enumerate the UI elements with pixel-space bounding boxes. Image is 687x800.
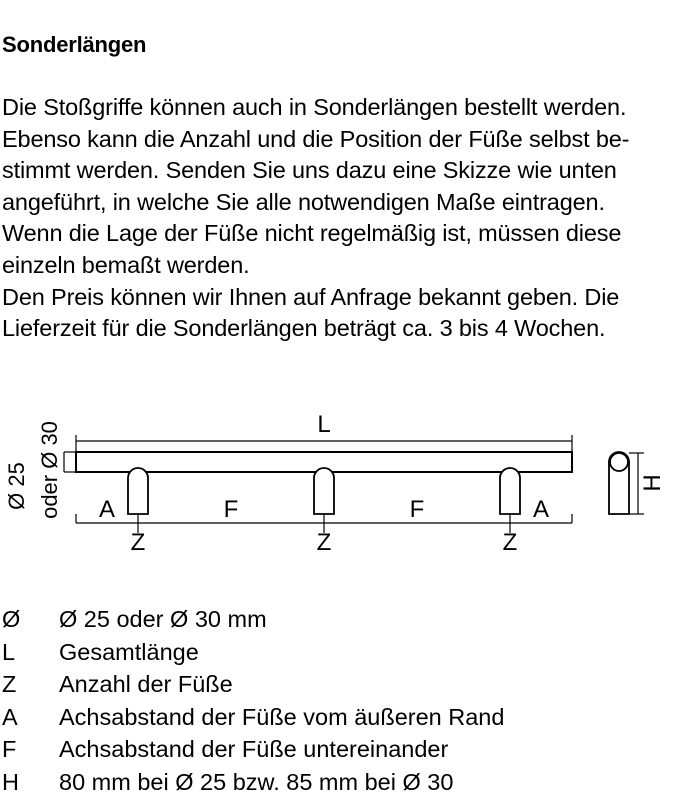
handle-dimension-diagram bbox=[0, 390, 687, 565]
legend-symbol: F bbox=[2, 736, 17, 762]
paragraph-line: einzeln bemaßt werden. bbox=[2, 251, 250, 278]
spacing-label-a-left: A bbox=[98, 496, 116, 523]
paragraph-line: Ebenso kann die Anzahl und die Position der Füße selbst be- bbox=[2, 125, 630, 152]
side-view bbox=[609, 452, 629, 514]
diameter-label-alt: oder Ø 30 bbox=[37, 421, 62, 519]
legend-text: Gesamtlänge bbox=[59, 638, 199, 665]
paragraph-line: Den Preis können wir Ihnen auf Anfrage bekannt geben. Die bbox=[2, 283, 620, 310]
legend-text: Achsabstand der Füße vom äußeren Rand bbox=[59, 703, 505, 730]
legend-text: Ø 25 oder Ø 30 mm bbox=[59, 606, 267, 632]
legend-symbol: Ø bbox=[2, 606, 21, 632]
legend-text: Anzahl der Füße bbox=[59, 671, 233, 697]
paragraph-line: Die Stoßgriffe können auch in Sonderlängen bestellt werden. bbox=[2, 94, 627, 120]
handle-feet bbox=[128, 468, 520, 514]
legend-symbol: Z bbox=[2, 671, 17, 697]
length-label: L bbox=[317, 411, 331, 438]
paragraph-line: angeführt, in welche Sie alle notwendigen Maße eintragen. bbox=[2, 188, 605, 215]
legend-text: Achsabstand der Füße untereinander bbox=[59, 736, 449, 762]
paragraph-line: Wenn die Lage der Füße nicht regelmäßig ist, müssen diese bbox=[2, 220, 622, 247]
legend-symbol: L bbox=[2, 638, 16, 665]
foot-label: Z bbox=[316, 529, 332, 556]
foot-right bbox=[500, 468, 520, 514]
paragraph-line: stimmt werden. Senden Sie uns dazu eine Skizze wie unten bbox=[2, 157, 617, 184]
foot-label: Z bbox=[130, 529, 146, 556]
foot-middle bbox=[314, 468, 334, 514]
spacing-label-f-right: F bbox=[409, 496, 425, 523]
paragraph-line: Lieferzeit für die Sonderlängen beträgt ca. 3 bis 4 Wochen. bbox=[2, 315, 606, 342]
spacing-label-f-left: F bbox=[223, 496, 239, 523]
legend-symbol: H bbox=[2, 768, 19, 795]
height-label: H bbox=[639, 474, 666, 492]
foot-label: Z bbox=[502, 529, 518, 556]
legend-symbol: A bbox=[2, 703, 18, 730]
spacing-label-a-right: A bbox=[532, 496, 550, 523]
diameter-bracket bbox=[64, 452, 76, 472]
diameter-label: Ø 25 bbox=[4, 462, 29, 510]
section-heading: Sonderlängen bbox=[2, 32, 147, 57]
description-paragraph bbox=[2, 92, 687, 345]
foot-left bbox=[128, 468, 148, 514]
legend-text: 80 mm bei Ø 25 bzw. 85 mm bei Ø 30 bbox=[59, 768, 454, 795]
